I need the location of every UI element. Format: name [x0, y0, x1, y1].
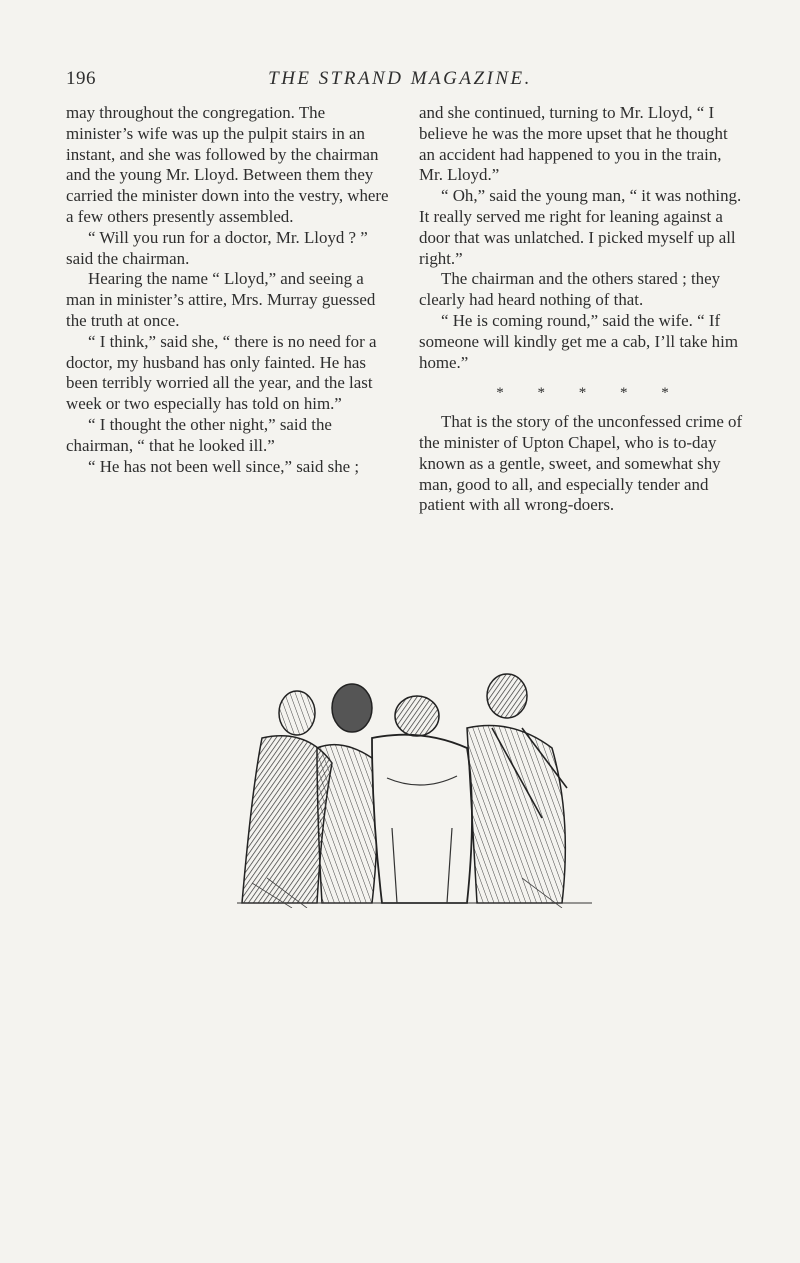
left-paragraph: “ Will you run for a doctor, Mr. Lloyd ? ” said the chairman. — [66, 227, 368, 268]
page-header — [0, 68, 800, 98]
left-paragraph: “ I thought the other night,” said the chairman, “ that he looked ill.” — [66, 414, 332, 455]
running-title: THE STRAND MAGAZINE. — [268, 68, 532, 89]
right-paragraph: The chairman and the others stared ; they clearly had heard nothing of that. — [419, 269, 721, 310]
left-column — [66, 103, 393, 516]
left-paragraph: Hearing the name “ Lloyd,” and seeing a man in minister’s attire, Mrs. Murray guessed the truth at once. — [66, 269, 376, 330]
page-number: 196 — [66, 68, 96, 89]
right-paragraph: and she continued, turning to Mr. Lloyd, “ I believe he was the more upset that he thought an accident had happened to you in the train, Mr. Lloyd.” — [419, 103, 728, 185]
right-column — [419, 103, 746, 516]
left-paragraph: may throughout the congregation. The minister’s wife was up the pulpit stairs in an instant, and she was followed by the chairman and the young Mr. Lloyd. Between them they carried the minister down into the vestry, where a few others presently assembled. — [66, 103, 389, 226]
right-column-paragraphs — [419, 103, 746, 373]
closing-paragraph: That is the story of the unconfessed crime of the minister of Upton Chapel, who is to-day known as a gentle, sweet, and somewhat shy man, good to all, and especially tender and patient with all wrong-doers. — [419, 412, 743, 515]
right-paragraph: “ Oh,” said the young man, “ it was nothing. It really served me right for leaning against a door that was unlatched. I picked myself up all right.” — [419, 186, 742, 268]
section-separator: * * * * * — [496, 385, 669, 402]
right-paragraph: “ He is coming round,” said the wife. “ If someone will kindly get me a cab, I’ll take him home.” — [419, 310, 738, 372]
left-paragraph: “ I think,” said she, “ there is no need for a doctor, my husband has only fainted. He has been terribly worried all the year, and the last week or two especially has told on him.” — [66, 331, 377, 414]
illustration-group-of-men — [222, 668, 612, 908]
text-columns — [66, 103, 746, 516]
left-paragraph: “ He has not been well since,” said she ; — [88, 456, 360, 476]
